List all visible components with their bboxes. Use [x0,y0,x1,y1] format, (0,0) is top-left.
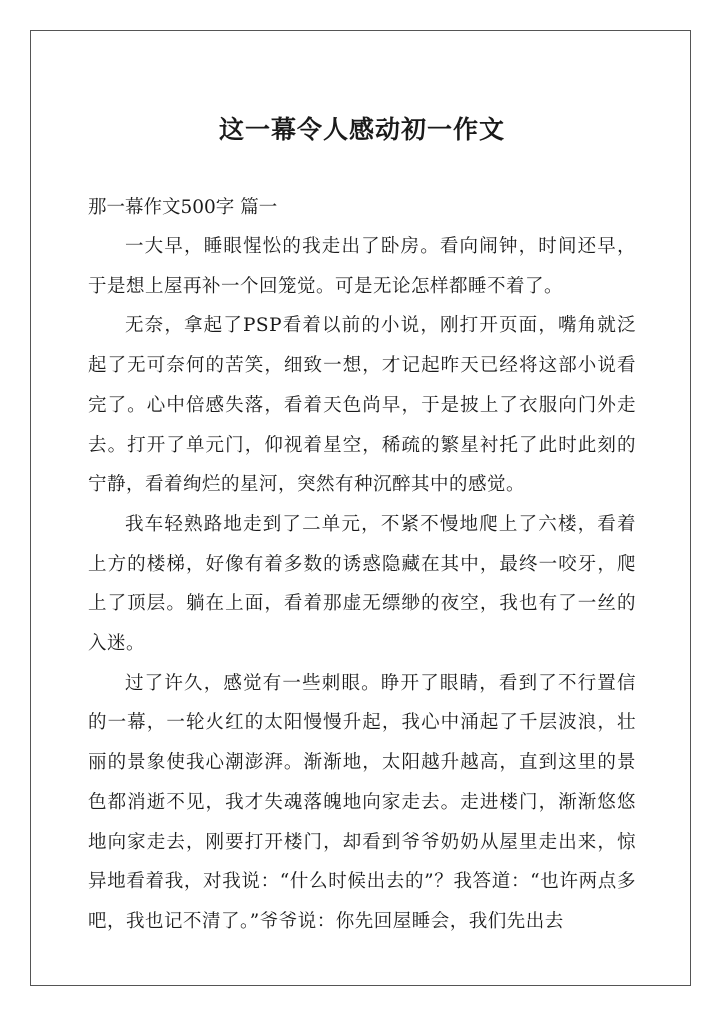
document-title: 这一幕令人感动初一作文 [218,115,505,144]
paragraph-3: 我车轻熟路地走到了二单元，不紧不慢地爬上了六楼，看着上方的楼梯，好像有着多数的诱惑隐藏在其中，最终一咬牙，爬上了顶层。躺在上面，看着那虚无缥缈的夜空，我也有了一丝的入迷。 [88,513,636,655]
paragraph-1: 一大早，睡眼惺忪的我走出了卧房。看向闹钟，时间还早，于是想上屋再补一个回笼觉。可是无论怎样都睡不着了。 [88,236,636,297]
paragraph-4: 过了许久，感觉有一些刺眼。睁开了眼睛，看到了不行置信的一幕，一轮火红的太阳慢慢升起，我心中涌起了千层波浪，壮丽的景象使我心潮澎湃。渐渐地，太阳越升越高，直到这里的景色都消逝不见，我才失魂落魄地向家走去。走进楼门，渐渐悠悠地向家走去，刚要打开楼门，却看到爷爷奶奶从屋里走出来，惊异地看着我，对我说：“什么时候出去的”？我答道：“也许两点多吧，我也记不清了。”爷爷说：你先回屋睡会，我们先出去 [88,672,636,932]
paragraph-2: 无奈，拿起了PSP看着以前的小说，刚打开页面，嘴角就泛起了无可奈何的苦笑，细致一想，才记起昨天已经将这部小说看完了。心中倍感失落，看着天色尚早，于是披上了衣服向门外走去。打开了单元门，仰视着星空，稀疏的繁星衬托了此时此刻的宁静，看着绚烂的星河，突然有种沉醉其中的感觉。 [88,315,636,496]
section-heading: 那一幕作文500字 篇一 [88,197,278,218]
document-body [88,110,636,942]
